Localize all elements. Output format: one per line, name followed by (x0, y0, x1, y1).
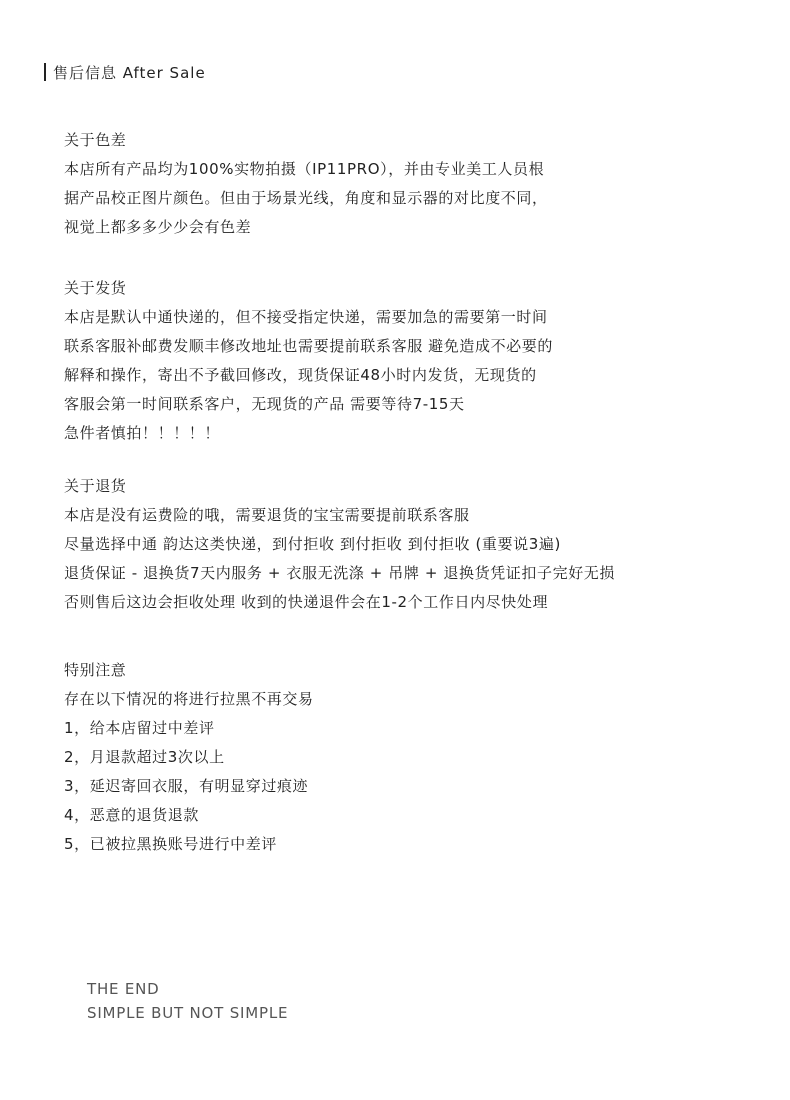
paragraph-line: 联系客服补邮费发顺丰修改地址也需要提前联系客服 避免造成不必要的 (64, 337, 553, 355)
section-heading: 关于发货 (64, 279, 127, 297)
section-shipping (64, 274, 724, 448)
paragraph-line: 解释和操作，寄出不予截回修改，现货保证48小时内发货，无现货的 (64, 366, 537, 384)
list-item: 5，已被拉黑换账号进行中差评 (64, 835, 277, 853)
list-item: 3，延迟寄回衣服，有明显穿过痕迹 (64, 777, 309, 795)
paragraph-line: 视觉上都多多少少会有色差 (64, 218, 252, 236)
list-item: 1，给本店留过中差评 (64, 719, 215, 737)
list-item: 2，月退款超过3次以上 (64, 748, 225, 766)
section-special-notice (64, 656, 724, 859)
section-color-difference (64, 126, 724, 242)
section-heading: 特别注意 (64, 661, 127, 679)
list-item: 4，恶意的退货退款 (64, 806, 199, 824)
paragraph-line: 尽量选择中通 韵达这类快递，到付拒收 到付拒收 到付拒收 (重要说3遍) (64, 535, 561, 553)
footer-line-tagline: SIMPLE BUT NOT SIMPLE (87, 1004, 289, 1022)
paragraph-line: 本店是没有运费险的哦，需要退货的宝宝需要提前联系客服 (64, 506, 470, 524)
footer-line-the-end: THE END (87, 980, 160, 998)
paragraph-line: 客服会第一时间联系客户，无现货的产品 需要等待7-15天 (64, 395, 465, 413)
section-heading: 关于退货 (64, 477, 127, 495)
paragraph-line: 本店是默认中通快递的，但不接受指定快递，需要加急的需要第一时间 (64, 308, 548, 326)
paragraph-line: 急件者慎拍！！！！！ (64, 424, 221, 442)
section-returns (64, 472, 724, 617)
paragraph-line: 据产品校正图片颜色。但由于场景光线，角度和显示器的对比度不同， (64, 189, 548, 207)
page-title: 售后信息 After Sale (53, 63, 206, 82)
header-accent-bar (44, 63, 46, 81)
section-heading: 关于色差 (64, 131, 127, 149)
section-header (44, 61, 206, 83)
footer-end (87, 977, 288, 1025)
paragraph-line: 退货保证 - 退换货7天内服务 + 衣服无洗涤 + 吊牌 + 退换货凭证扣子完好无损 (64, 564, 616, 582)
paragraph-line: 否则售后这边会拒收处理 收到的快递退件会在1-2个工作日内尽快处理 (64, 593, 549, 611)
paragraph-line: 本店所有产品均为100%实物拍摄（IP11PRO），并由专业美工人员根 (64, 160, 545, 178)
paragraph-line: 存在以下情况的将进行拉黑不再交易 (64, 690, 314, 708)
